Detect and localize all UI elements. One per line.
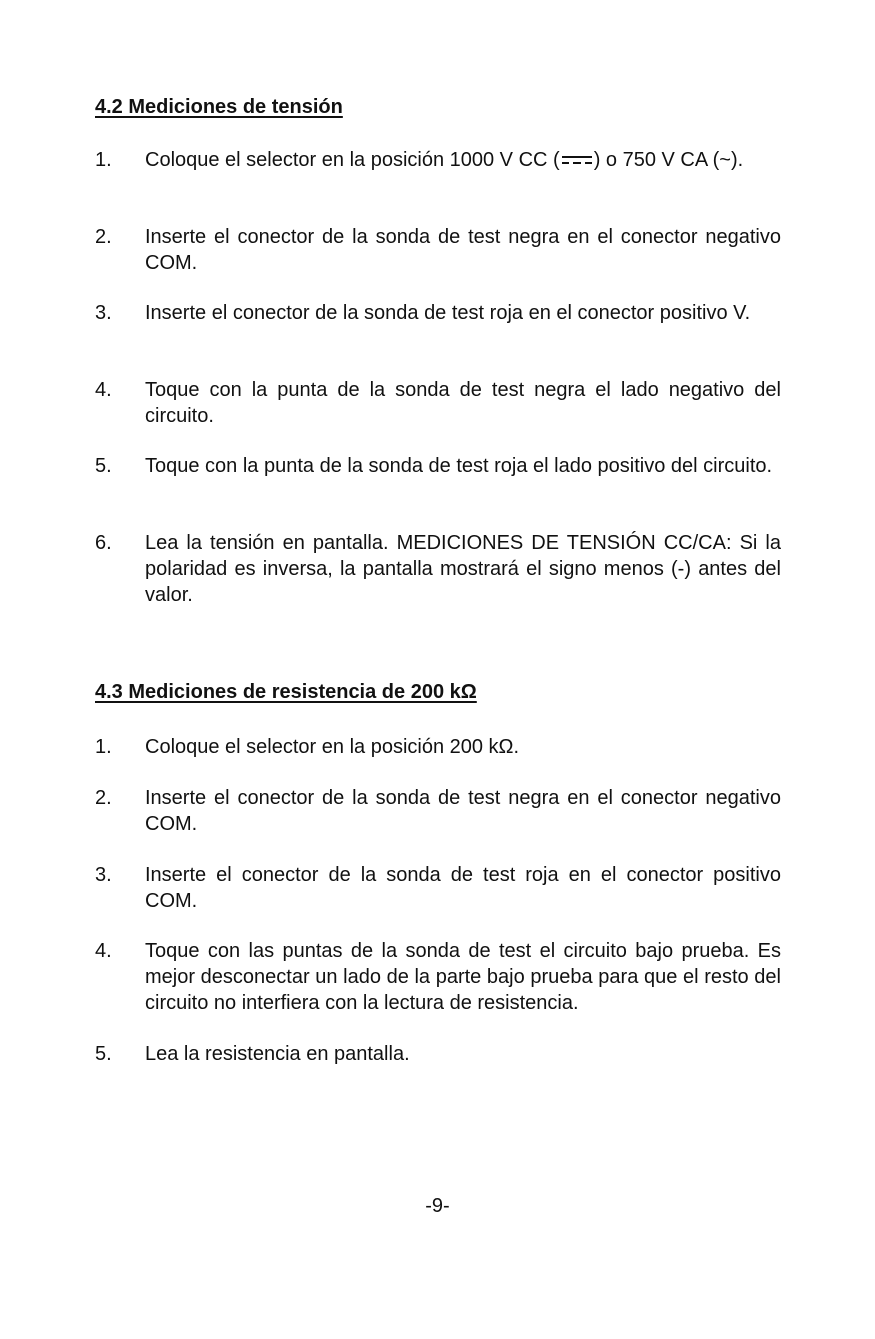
item-text: Lea la tensión en pantalla. MEDICIONES DE TENSIÓN CC/CA: Si la polaridad es inversa, la pantalla mostrará el signo menos (-) antes del valor. [145, 532, 781, 606]
item-text: Toque con la punta de la sonda de test negra el lado negativo del circuito. [145, 379, 781, 427]
item-number: 5. [95, 455, 112, 477]
item-number: 4. [95, 940, 112, 962]
item-number: 2. [95, 787, 112, 809]
section-heading-4-2: 4.2 Mediciones de tensión [95, 96, 343, 118]
item-number: 6. [95, 532, 112, 554]
list-item [95, 734, 781, 760]
item-number: 1. [95, 736, 112, 758]
list-item [95, 530, 781, 608]
list-item [95, 862, 781, 914]
item-text: Toque con la punta de la sonda de test roja el lado positivo del circuito. [145, 455, 773, 477]
item-text: Inserte el conector de la sonda de test negra en el conector negativo COM. [145, 787, 781, 835]
item-number: 2. [95, 226, 112, 248]
item-text: Toque con las puntas de la sonda de test el circuito bajo prueba. Es mejor desconectar un lado de la parte bajo prueba para que el resto del circuito no interfiera con la lectura de resistencia. [145, 940, 781, 1014]
list-item [95, 1041, 781, 1067]
item-number: 1. [95, 149, 112, 171]
list-item [95, 300, 781, 326]
list-item [95, 785, 781, 837]
section-heading-4-3: 4.3 Mediciones de resistencia de 200 kΩ [95, 681, 477, 703]
list-item [95, 938, 781, 1016]
item-number: 4. [95, 379, 112, 401]
item-number: 3. [95, 302, 112, 324]
item-text: Lea la resistencia en pantalla. [145, 1043, 410, 1065]
list-item [95, 224, 781, 276]
item-text: Coloque el selector en la posición 200 kΩ. [145, 736, 520, 758]
dc-voltage-icon [560, 152, 594, 168]
page-number: -9- [425, 1195, 450, 1217]
item-text: Inserte el conector de la sonda de test negra en el conector negativo COM. [145, 226, 781, 274]
item-text: Inserte el conector de la sonda de test roja en el conector positivo COM. [145, 864, 781, 912]
item-text: Inserte el conector de la sonda de test roja en el conector positivo V. [145, 302, 751, 324]
item-number: 3. [95, 864, 112, 886]
list-item [95, 377, 781, 429]
list-item [95, 147, 781, 173]
item-text: Coloque el selector en la posición 1000 V CC ( ) o 750 V CA (~). [145, 149, 744, 171]
list-item [95, 453, 781, 479]
item-number: 5. [95, 1043, 112, 1065]
